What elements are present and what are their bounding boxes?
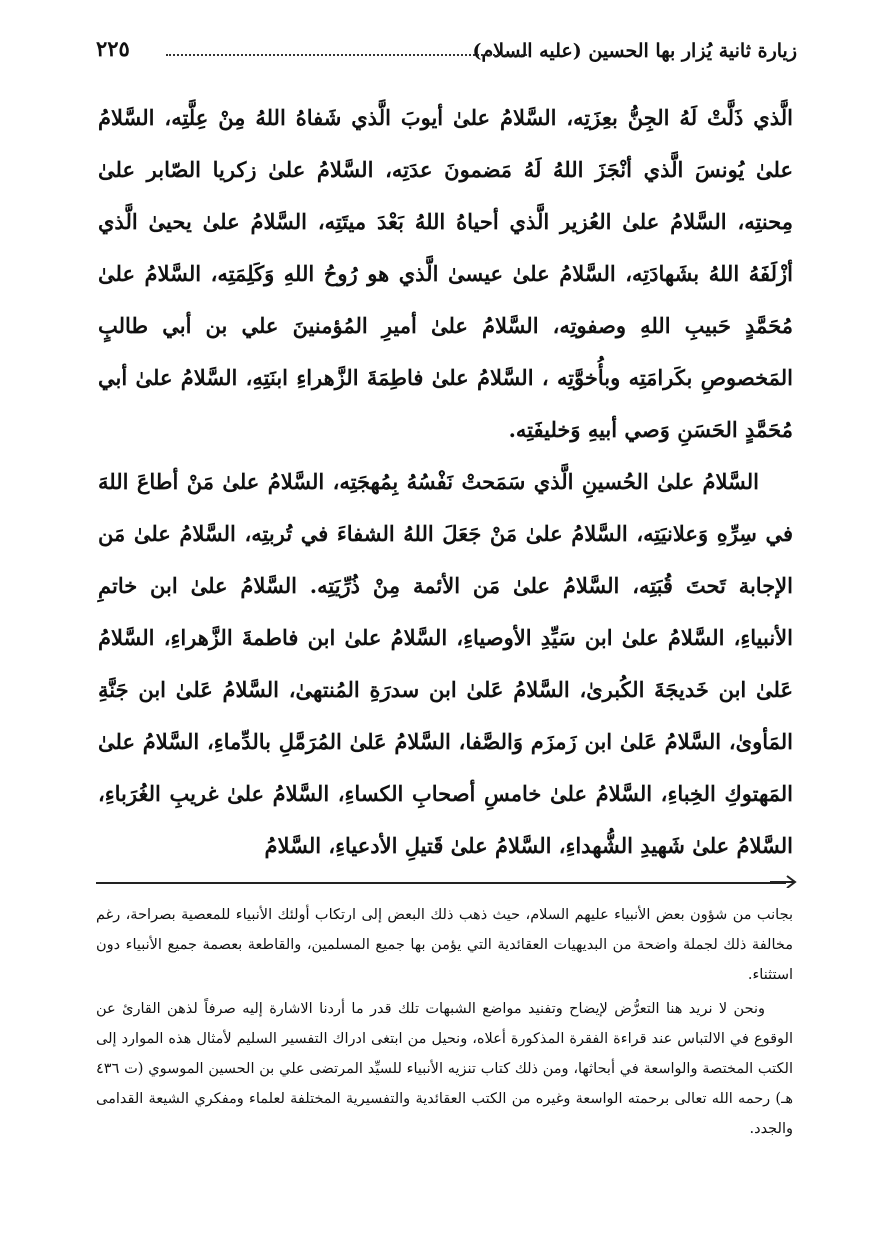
- header-title: زيارة ثانية يُزار بها الحسين (عليه السلام): [472, 40, 797, 62]
- page-number: ٢٢٥: [96, 36, 130, 61]
- main-paragraph-2: السَّلامُ علىٰ الحُسينِ الَّذي سَمَحتْ نَفْسُهُ بِمُهجَتِه، السَّلامُ علىٰ مَنْ أطاعَ اللهَ في سِرِّهِ وَعلانيَتِه، السَّلامُ علىٰ مَنْ جَعَلَ اللهُ الشفاءَ في تُربتِه، السَّلامُ علىٰ مَن الإجابة تَحتَ قُبَتِه، السَّلامُ علىٰ مَن الأئمة مِنْ ذُرِّيَتِه. السَّلامُ علىٰ ابن خاتمِ الأنبياءِ، السَّلامُ علىٰ ابن سَيِّدِ الأوصياءِ، السَّلامُ علىٰ ابن فاطمةَ الزَّهراءِ، السَّلامُ عَلىٰ ابن خَديجَةَ الكُبرىٰ، السَّلامُ عَلىٰ ابن سدرَةِ المُنتهىٰ، السَّلامُ عَلىٰ ابن جَنَّةِ المَأوىٰ، السَّلامُ عَلىٰ ابن زَمزَم وَالصَّفا، السَّلامُ عَلىٰ المُرَمَّلِ بالدِّماءِ، السَّلامُ علىٰ المَهتوكِ الخِباءِ، السَّلامُ علىٰ خامسِ أصحابِ الكساءِ، السَّلامُ علىٰ غريبِ الغُرَباءِ، السَّلامُ علىٰ شَهيدِ الشُّهداءِ، السَّلامُ علىٰ قَتيلِ الأدعياءِ، السَّلامُ: [98, 469, 793, 858]
- footnote-continuation-arrow-icon: [768, 868, 798, 888]
- main-text: [98, 92, 793, 872]
- footnote-paragraph-1: بجانب من شؤون بعض الأنبياء عليهم السلام، حيث ذهب ذلك البعض إلى ارتكاب أولئك الأنبياء للمعصية بصراحة، رغم مخالفة ذلك لجملة واضحة من البديهيات العقائدية التي يؤمن بها جميع المسلمين، والقاطعة بعصمة جميع الأنبياء دون استثناء.: [96, 907, 793, 983]
- header-dot-leader: [166, 54, 527, 56]
- footnote-separator: [96, 882, 786, 884]
- running-header: [96, 32, 797, 72]
- main-paragraph-1: الَّذي ذَلَّتْ لَهُ الجِنُّ بعِزَتِه، السَّلامُ علىٰ أيوبَ الَّذي شَفاهُ اللهُ مِنْ عِلَّتِه، السَّلامُ علىٰ يُونسَ الَّذي أنْجَزَ اللهُ لَهُ مَضمونَ عدَتِه، السَّلامُ علىٰ زكريا الصّابر علىٰ مِحنتِه، السَّلامُ علىٰ العُزير الَّذي أحياهُ اللهُ بَعْدَ ميتَتِه، السَّلامُ علىٰ يحيىٰ الَّذي أزْلَفَهُ اللهُ بشَهادَتِه، السَّلامُ علىٰ عيسىٰ الَّذي هو رُوحُ اللهِ وَكَلِمَتِه، السَّلامُ علىٰ مُحَمَّدٍ حَبيبِ اللهِ وصفوتِه، السَّلامُ علىٰ أميرِ المُؤمنينَ علي بن أبي طالبٍ المَخصوصِ بكَرامَتِه وبأُخوَّتِه ، السَّلامُ علىٰ فاطِمَةَ الزَّهراءِ ابنَتِهِ، السَّلامُ علىٰ أبي مُحَمَّدٍ الحَسَنِ وَصي أبيهِ وَخليفَتِه.: [98, 105, 793, 442]
- footnote-paragraph-2: ونحن لا نريد هنا التعرُّض لإيضاح وتفنيد مواضع الشبهات تلك قدر ما أردنا الاشارة إليه صرفاً لذهن القارئ عن الوقوع في الالتباس عند قراءة الفقرة المذكورة أعلاه، ونحيل من ابتغى ادراك التفسير السليم لأمثال هذه الموارد إلى الكتب المختصة والواسعة في أبحاثها، ومن ذلك كتاب تنزيه الأنبياء للسيِّد المرتضى علي بن الحسين الموسوي (ت ٤٣٦ هـ) رحمه الله تعالى برحمته الواسعة وغيره من الكتب العقائدية والتفسيرية المختلفة لعلماء ومفكري الشيعة القدامى والجدد.: [96, 1001, 793, 1137]
- footnotes: [96, 900, 793, 1148]
